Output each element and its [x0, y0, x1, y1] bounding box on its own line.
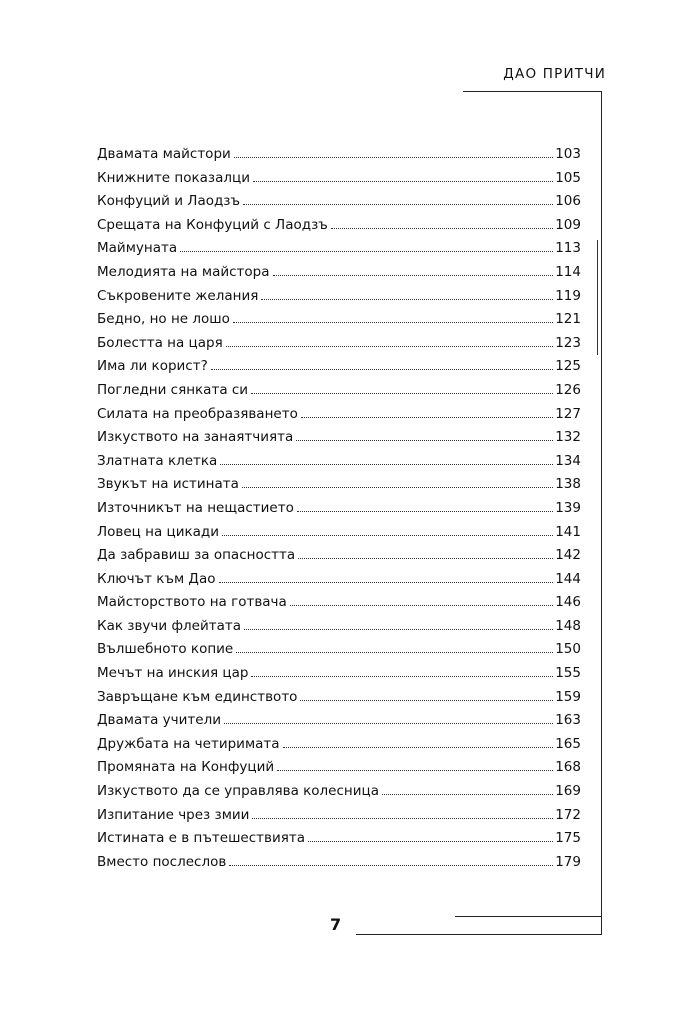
footer-rule-lower	[356, 934, 602, 935]
toc-entry	[97, 688, 581, 712]
toc-dot-leader	[251, 676, 553, 677]
toc-entry	[97, 169, 581, 193]
toc-entry-page: 126	[555, 381, 581, 398]
toc-entry-page: 121	[555, 311, 581, 328]
toc-entry-page: 127	[555, 405, 581, 422]
toc-dot-leader	[277, 770, 553, 771]
toc-entry	[97, 853, 581, 877]
toc-entry	[97, 452, 581, 476]
toc-dot-leader	[233, 322, 553, 323]
toc-dot-leader	[251, 393, 553, 394]
toc-entry-page: 103	[555, 146, 581, 162]
toc-dot-leader	[298, 558, 553, 559]
toc-entry-title: Златната клетка	[97, 452, 218, 469]
toc-entry	[97, 546, 581, 570]
toc-dot-leader	[220, 464, 553, 465]
toc-entry-page: 106	[555, 193, 581, 210]
toc-entry-page: 123	[555, 334, 581, 351]
toc-entry-title: Дружбата на четиримата	[97, 735, 280, 752]
toc-entry-title: Изкуството на занаятчията	[97, 429, 294, 446]
toc-entry	[97, 735, 581, 759]
toc-entry-title: Изкуството да се управлява колесница	[97, 783, 379, 800]
toc-entry	[97, 216, 581, 240]
toc-entry	[97, 499, 581, 523]
toc-entry-page: 105	[555, 169, 581, 186]
toc-entry-title: Вълшебното копие	[97, 641, 234, 658]
toc-dot-leader	[180, 251, 553, 252]
toc-dot-leader	[290, 605, 553, 606]
toc-entry-title: Източникът на нещастието	[97, 499, 294, 516]
toc-entry	[97, 405, 581, 429]
toc-entry	[97, 711, 581, 735]
toc-entry	[97, 145, 581, 169]
toc-entry-title: Силата на преобразяването	[97, 405, 298, 422]
toc-entry-page: 125	[555, 358, 581, 375]
toc-entry-title: Книжните показалци	[97, 169, 250, 186]
toc-entry-page: 165	[555, 735, 581, 752]
toc-entry-title: Конфуций и Лаодзъ	[97, 193, 241, 210]
toc-entry-page: 142	[555, 547, 581, 564]
toc-entry-page: 138	[555, 476, 581, 493]
toc-dot-leader	[224, 723, 553, 724]
toc-entry-page: 132	[555, 429, 581, 446]
toc-entry-title: Двамата майстори	[97, 146, 231, 162]
toc-entry-title: Ловец на цикади	[97, 523, 220, 540]
toc-dot-leader	[273, 275, 554, 276]
toc-entry-page: 113	[555, 240, 581, 257]
toc-dot-leader	[211, 369, 553, 370]
toc-entry	[97, 381, 581, 405]
toc-entry-title: Мелодията на майстора	[97, 263, 270, 280]
toc-entry	[97, 523, 581, 547]
frame-vertical-rule	[601, 91, 602, 935]
toc-dot-leader	[297, 511, 553, 512]
toc-entry	[97, 357, 581, 381]
toc-entry-title: Звукът на истината	[97, 476, 239, 493]
toc-entry-title: Изпитание чрез змии	[97, 806, 250, 823]
toc-dot-leader	[229, 865, 553, 866]
toc-entry-title: Бедно, но не лошо	[97, 311, 230, 328]
toc-entry-page: 109	[555, 216, 581, 233]
toc-entry-page: 175	[555, 830, 581, 847]
toc-entry	[97, 806, 581, 830]
book-title: ДАО ПРИТЧИ	[503, 66, 606, 82]
toc-entry	[97, 758, 581, 782]
toc-entry-page: 169	[555, 783, 581, 800]
toc-entry	[97, 310, 581, 334]
toc-dot-leader	[283, 747, 554, 748]
toc-entry	[97, 829, 581, 853]
toc-entry-page: 155	[555, 665, 581, 682]
toc-dot-leader	[301, 417, 553, 418]
toc-dot-leader	[331, 228, 553, 229]
toc-dot-leader	[244, 629, 553, 630]
header-rule	[463, 91, 602, 92]
toc-dot-leader	[252, 818, 553, 819]
toc-entry	[97, 475, 581, 499]
toc-entry	[97, 334, 581, 358]
toc-entry-page: 163	[555, 712, 581, 729]
table-of-contents	[97, 145, 581, 876]
toc-entry-page: 159	[555, 688, 581, 705]
toc-entry-title: Съкровените желания	[97, 287, 259, 304]
toc-entry-page: 119	[555, 287, 581, 304]
thumb-index-line	[597, 240, 598, 355]
toc-entry-title: Да забравиш за опасността	[97, 547, 296, 564]
toc-dot-leader	[242, 487, 553, 488]
toc-entry-title: Двамата учители	[97, 712, 221, 729]
toc-entry	[97, 617, 581, 641]
toc-entry-title: Мечът на инския цар	[97, 665, 249, 682]
toc-entry-page: 146	[555, 594, 581, 611]
toc-dot-leader	[296, 440, 553, 441]
toc-entry-page: 148	[555, 617, 581, 634]
toc-entry	[97, 192, 581, 216]
toc-entry-title: Ключът към Дао	[97, 570, 216, 587]
toc-dot-leader	[382, 794, 553, 795]
toc-entry-title: Маймуната	[97, 240, 178, 257]
toc-entry	[97, 782, 581, 806]
toc-entry-page: 134	[555, 452, 581, 469]
toc-entry-title: Болестта на царя	[97, 334, 223, 351]
toc-dot-leader	[300, 700, 553, 701]
toc-entry-page: 141	[555, 523, 581, 540]
toc-dot-leader	[243, 204, 553, 205]
toc-entry-title: Погледни сянката си	[97, 381, 249, 398]
toc-entry	[97, 664, 581, 688]
toc-entry	[97, 428, 581, 452]
toc-entry	[97, 570, 581, 594]
toc-entry	[97, 287, 581, 311]
toc-dot-leader	[226, 346, 554, 347]
toc-entry	[97, 640, 581, 664]
toc-entry-page: 168	[555, 759, 581, 776]
toc-dot-leader	[222, 535, 553, 536]
toc-dot-leader	[253, 181, 553, 182]
toc-entry-page: 179	[555, 853, 581, 870]
toc-entry-title: Майсторството на готвача	[97, 594, 287, 611]
toc-entry-title: Как звучи флейтата	[97, 617, 241, 634]
toc-entry	[97, 593, 581, 617]
toc-entry-title: Има ли корист?	[97, 358, 208, 375]
toc-dot-leader	[308, 841, 553, 842]
toc-entry-title: Промяната на Конфуций	[97, 759, 275, 776]
toc-entry-page: 114	[555, 263, 581, 280]
toc-entry-title: Вместо послеслов	[97, 853, 227, 870]
footer-rule-upper	[455, 916, 601, 917]
toc-entry	[97, 239, 581, 263]
toc-entry-title: Завръщане към единството	[97, 688, 298, 705]
toc-entry-page: 144	[555, 570, 581, 587]
toc-dot-leader	[236, 652, 553, 653]
toc-entry-page: 139	[555, 499, 581, 516]
page-number: 7	[330, 915, 342, 934]
toc-entry	[97, 263, 581, 287]
toc-dot-leader	[261, 299, 553, 300]
toc-entry-title: Срещата на Конфуций с Лаодзъ	[97, 216, 328, 233]
toc-entry-title: Истината е в пътешествията	[97, 830, 305, 847]
toc-dot-leader	[234, 157, 553, 158]
toc-entry-page: 150	[555, 641, 581, 658]
toc-dot-leader	[219, 582, 554, 583]
toc-entry-page: 172	[555, 806, 581, 823]
